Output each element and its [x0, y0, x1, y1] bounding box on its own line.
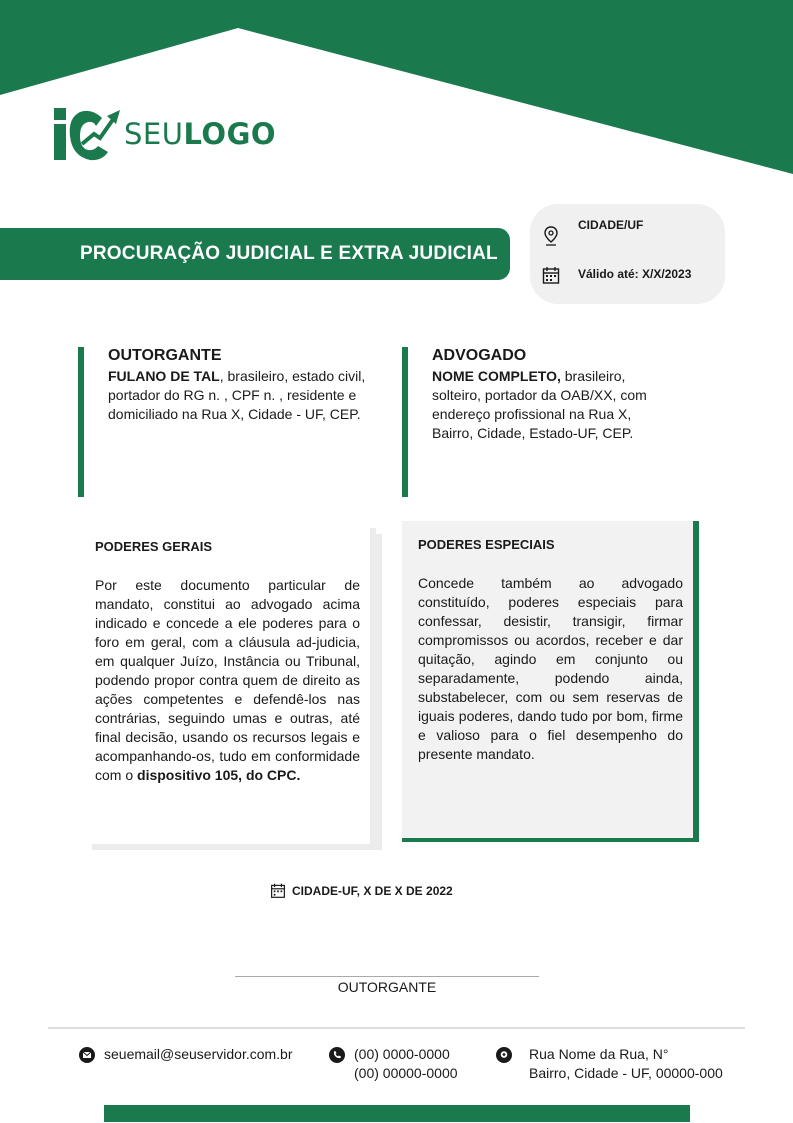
outorgante-text: FULANO DE TAL, brasileiro, estado civil, portador do RG n. , CPF n. , residente e domiciliado na Rua X, Cidade - UF, CEP.: [108, 368, 366, 422]
city-row: [542, 218, 643, 246]
email-icon: [79, 1047, 95, 1063]
document-title-bar: [0, 228, 510, 280]
outorgante-heading: OUTORGANTE: [108, 347, 222, 364]
footer-email: [79, 1045, 294, 1064]
map-pin-icon: [542, 226, 560, 246]
logo-text: SEULOGO: [124, 117, 277, 151]
phone-icon: [329, 1047, 345, 1063]
logo: [52, 104, 276, 164]
footer-phone: [329, 1045, 458, 1083]
signature-label: OUTORGANTE: [337, 979, 437, 995]
calendar-icon: [270, 882, 286, 899]
poderes-especiais-heading: PODERES ESPECIAIS: [418, 537, 555, 552]
poderes-especiais-text: Concede também ao advogado constituído, poderes especiais para confessar, desistir, transigir, firmar compromissos ou acordos, receber e dar quitação, agindo em conjunto ou separadamente, podendo ainda, substabelecer, com ou sem reservas de iguais poderes, dando tudo por bom, firme e valioso para o fiel desempenho do presente mandato.: [418, 575, 683, 762]
advogado-heading: ADVOGADO: [432, 347, 527, 364]
signature-line: [235, 976, 539, 977]
city-text: CIDADE/UF: [578, 218, 644, 232]
advogado-text: NOME COMPLETO, brasileiro, solteiro, portador da OAB/XX, com endereço profissional na Rua X, Bairro, Cidade, Estado-UF, CEP.: [432, 368, 647, 441]
footer-address: [496, 1045, 723, 1083]
location-icon: [496, 1047, 512, 1063]
phone-text: (00) 0000-0000 (00) 00000-0000: [354, 1046, 458, 1081]
outorgante-section: [78, 347, 368, 497]
validity-text: Válido até: X/X/2023: [578, 267, 692, 281]
address-text: Rua Nome da Rua, N° Bairro, Cidade - UF, 00000-000: [529, 1046, 723, 1081]
poderes-gerais-heading: PODERES GERAIS: [95, 539, 213, 554]
email-text: seuemail@seuservidor.com.br: [104, 1046, 293, 1062]
footer-bar: [104, 1105, 690, 1122]
document-title: PROCURAÇÃO JUDICIAL E EXTRA JUDICIAL: [80, 243, 498, 264]
calendar-icon: [542, 265, 560, 285]
advogado-section: [402, 347, 672, 497]
poderes-gerais-box: [86, 528, 376, 844]
date-place: [270, 882, 453, 899]
validity-row: [542, 265, 691, 285]
info-box: [530, 204, 725, 304]
date-place-text: CIDADE-UF, X DE X DE 2022: [292, 883, 453, 898]
footer-divider: [48, 1027, 745, 1029]
poderes-especiais-box: [402, 521, 699, 842]
poderes-gerais-text: Por este documento particular de mandato, constitui ao advogado acima indicado e concede a ele poderes para o foro em geral, com a cláusula ad-judicia, em qualquer Juízo, Instância ou Tribunal, podendo propor contra quem de direito as ações competentes e defendê-los nas contrárias, seguindo umas e outras, até final decisão, usando os recursos legais e acompanhando-os, tudo em conformidade com o dispositivo 105, do CPC.: [95, 577, 360, 783]
logo-mark-icon: [52, 104, 122, 164]
